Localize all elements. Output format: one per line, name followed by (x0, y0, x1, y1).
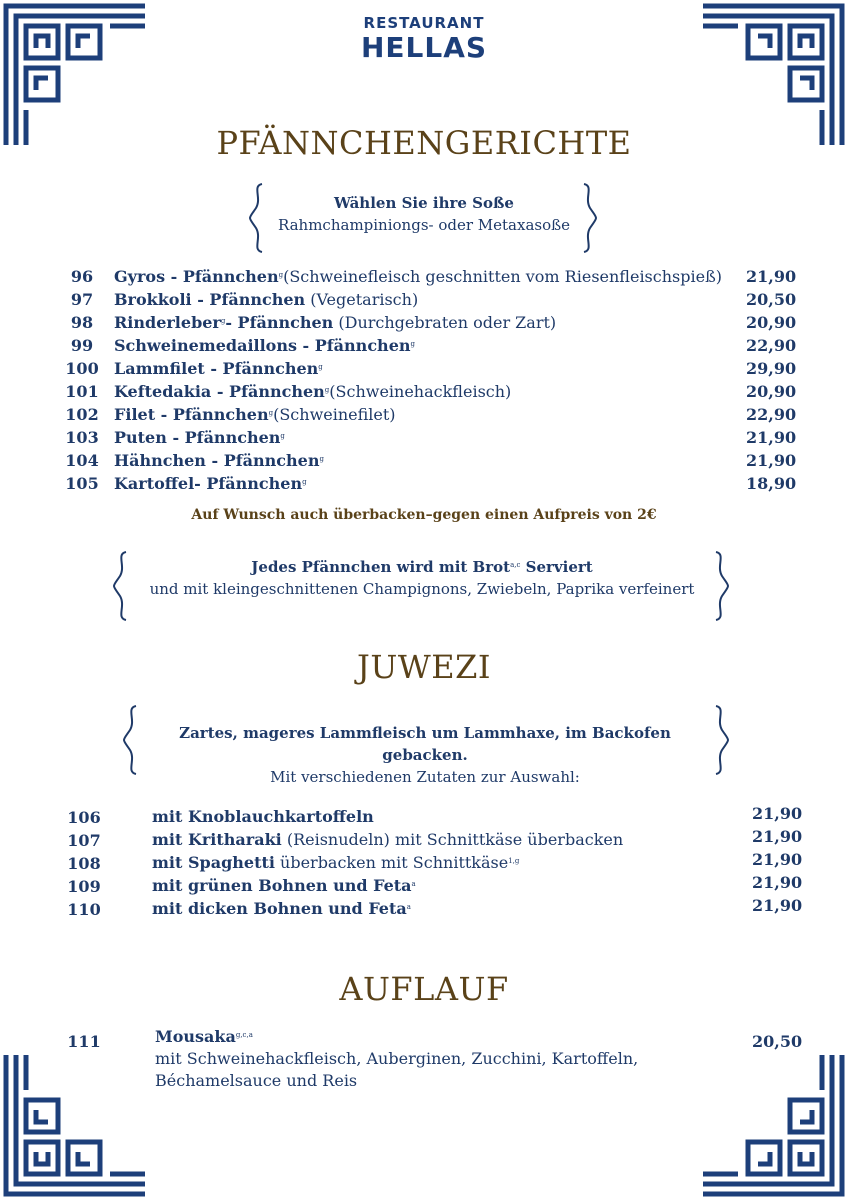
menu-item-name (152, 875, 416, 897)
sauce-note-text: Rahmchampiniongs- oder Metaxasoße (277, 216, 571, 234)
allergen-mark: g (302, 478, 307, 486)
menu-item-title: Gyros - Pfännchen (114, 267, 279, 286)
menu-item-price: 21,90 (746, 451, 797, 470)
menu-item-number: 99 (70, 336, 94, 355)
juwezi-note (134, 722, 716, 788)
menu-item-price: 21,90 (752, 850, 803, 869)
menu-item-number: 111 (67, 1032, 101, 1051)
menu-item-number: 104 (65, 451, 99, 470)
menu-item-number: 109 (67, 877, 101, 896)
menu-item-name (152, 806, 374, 828)
allergen-mark: a (411, 880, 416, 888)
sauce-note (260, 192, 588, 236)
menu-item-number: 98 (70, 313, 94, 332)
allergen-mark: g (278, 271, 284, 279)
menu-item-title: Brokkoli - Pfännchen (114, 290, 306, 309)
menu-item-description-line1: mit Schweinehackfleisch, Auberginen, Zucchini, Kartoffeln, (155, 1049, 639, 1068)
menu-item-name (114, 358, 323, 380)
greek-key-corner-bottom-left (0, 1050, 150, 1200)
menu-item-title: mit Kritharaki (152, 830, 282, 849)
menu-item-name (114, 404, 396, 426)
allergen-mark: a (406, 903, 411, 911)
menu-item-description-line2: Béchamelsauce und Reis (155, 1071, 358, 1090)
menu-item-price: 21,90 (752, 827, 803, 846)
menu-item-price: 21,90 (752, 896, 803, 915)
menu-item-name (114, 450, 324, 472)
allergen-mark: g (410, 340, 415, 348)
juwezi-note-title: Zartes, mageres Lammfleisch um Lammhaxe, im Backofen gebacken. (179, 724, 671, 764)
logo-line-restaurant: RESTAURANT (363, 14, 485, 32)
menu-item-title: mit Spaghetti (152, 853, 275, 872)
menu-item-title: Rinderleber (114, 313, 221, 332)
allergen-mark: g (324, 386, 330, 394)
menu-item-title: Hähnchen - Pfännchen (114, 451, 320, 470)
menu-item-description: (Durchgebraten oder Zart) (333, 313, 557, 332)
menu-item-description: (Schweinehackfleisch) (329, 382, 512, 401)
menu-item-name (152, 829, 623, 851)
menu-item-price: 20,50 (752, 1032, 803, 1051)
menu-item-title: Puten - Pfännchen (114, 428, 281, 447)
menu-item-title: mit Knoblauchkartoffeln (152, 807, 374, 826)
menu-item-price: 20,90 (746, 382, 797, 401)
menu-item-number: 106 (67, 808, 101, 827)
logo-line-hellas: HELLAS (360, 31, 488, 64)
menu-item-title: mit dicken Bohnen und Feta (152, 899, 407, 918)
bread-note-title: Jedes Pfännchen wird mit Brot$^{a,c}$ Serviert (251, 558, 593, 576)
section-title-auflauf: AUFLAUF (339, 970, 509, 1008)
menu-item-title: Filet - Pfännchen (114, 405, 269, 424)
menu-item-title: mit grünen Bohnen und Feta (152, 876, 412, 895)
menu-item-description: (Schweinefilet) (273, 405, 396, 424)
menu-item-number: 100 (65, 359, 99, 378)
menu-item-price: 20,90 (746, 313, 797, 332)
allergen-mark: 1,g (508, 857, 520, 865)
bread-note (124, 556, 720, 600)
allergen-mark: g (280, 432, 285, 440)
restaurant-logo (0, 14, 848, 64)
menu-item-price: 22,90 (746, 336, 797, 355)
menu-item-number: 102 (65, 405, 99, 424)
menu-item-description: (Reisnudeln) mit Schnittkäse überbacken (281, 830, 624, 849)
menu-item-price: 21,90 (746, 428, 797, 447)
menu-item-number: 97 (70, 290, 94, 309)
menu-item-number: 96 (70, 267, 94, 286)
menu-item-name (114, 473, 307, 495)
menu-item-description: (Schweinefleisch geschnitten vom Riesenfleischspieß) (283, 267, 722, 286)
menu-item-title: Keftedakia - Pfännchen (114, 382, 325, 401)
section-title-juwezi: JUWEZI (357, 648, 491, 686)
menu-item-number: 105 (65, 474, 99, 493)
menu-item-title: Schweinemedaillons - Pfännchen (114, 336, 411, 355)
menu-item-price: 21,90 (752, 804, 803, 823)
sauce-note-title: Wählen Sie ihre Soße (334, 194, 514, 212)
menu-item-number: 103 (65, 428, 99, 447)
allergen-mark: g (319, 455, 324, 463)
juwezi-note-text: Mit verschiedenen Zutaten zur Auswahl: (270, 768, 580, 786)
section-title-pfaennchen: PFÄNNCHENGERICHTE (216, 124, 632, 162)
menu-item-number: 101 (65, 382, 99, 401)
menu-item-name (152, 898, 411, 920)
allergen-mark: g (220, 317, 226, 325)
bread-note-text: und mit kleingeschnittenen Champignons, Zwiebeln, Paprika verfeinert (149, 580, 695, 598)
menu-item-name: Mousaka (155, 1027, 236, 1046)
menu-item-number: 107 (67, 831, 101, 850)
allergen-mark: g (268, 409, 274, 417)
menu-item-name (114, 266, 722, 288)
menu-item-name (152, 852, 519, 874)
mousaka-item: Mousaka$^{g,c,a}$ mit Schweinehackfleisch, Auberginen, Zucchini, Kartoffeln, Béchamelsauce und Reis (155, 1027, 639, 1090)
menu-item-title: Kartoffel- Pfännchen (114, 474, 303, 493)
menu-item-description: (Vegetarisch) (305, 290, 419, 309)
menu-item-price: 20,50 (746, 290, 797, 309)
menu-item-price: 21,90 (746, 267, 797, 286)
menu-item-number: 108 (67, 854, 101, 873)
allergen-mark: g (318, 363, 323, 371)
greek-key-corner-bottom-right (698, 1050, 848, 1200)
menu-item-title-suffix: - Pfännchen (225, 313, 334, 332)
menu-item-price: 21,90 (752, 873, 803, 892)
menu-item-title: Lammfilet - Pfännchen (114, 359, 319, 378)
menu-item-name (114, 289, 418, 311)
baked-extra-note: Auf Wunsch auch überbacken–gegen einen Aufpreis von 2€ (191, 507, 657, 523)
menu-item-name (114, 312, 556, 334)
menu-item-name (114, 427, 285, 449)
menu-item-name (114, 335, 415, 357)
menu-item-price: 29,90 (746, 359, 797, 378)
menu-item-number: 110 (67, 900, 101, 919)
menu-item-price: 18,90 (746, 474, 797, 493)
menu-item-price: 22,90 (746, 405, 797, 424)
menu-item-description: überbacken mit Schnittkäse (274, 853, 509, 872)
menu-item-name (114, 381, 511, 403)
